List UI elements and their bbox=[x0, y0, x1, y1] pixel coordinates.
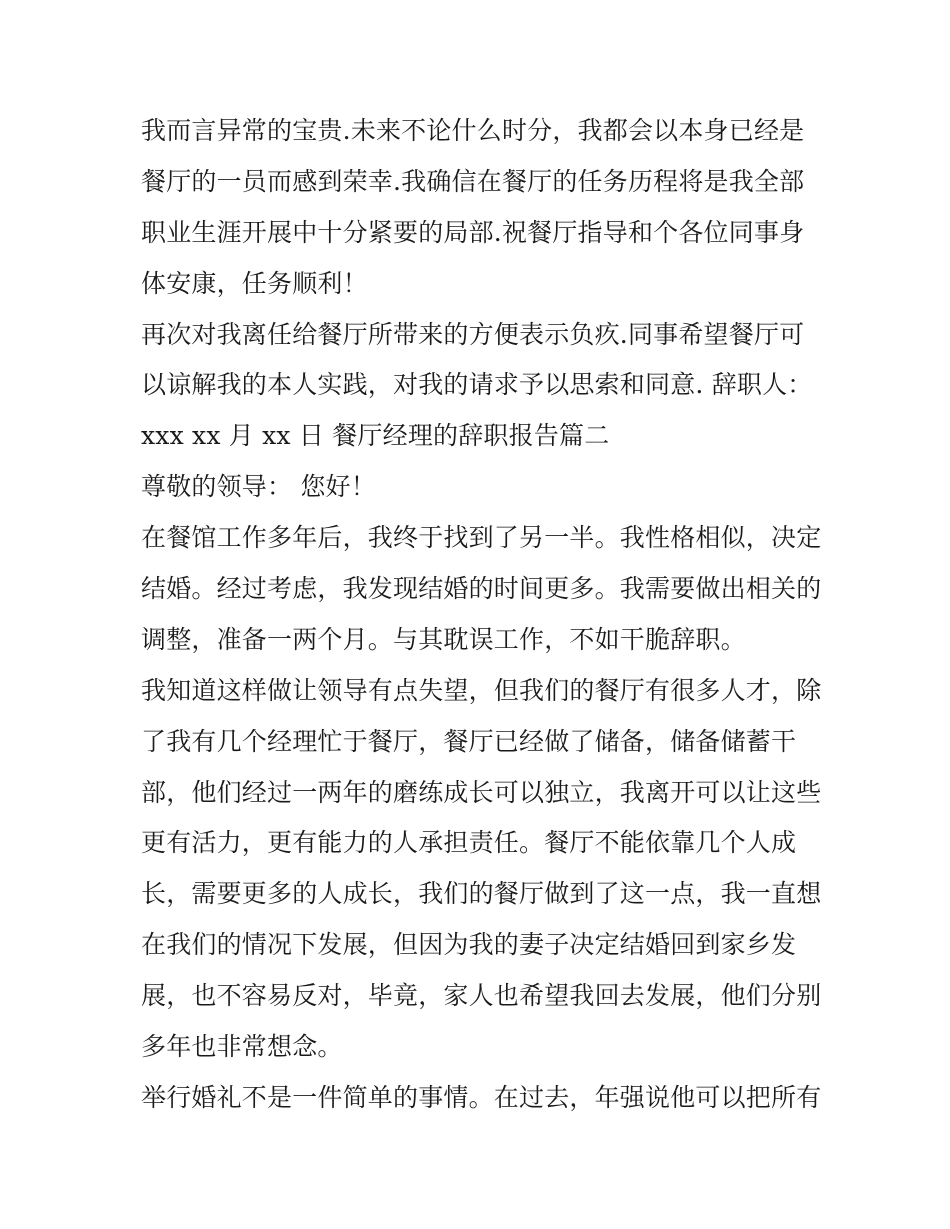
salutation-line: 尊敬的领导： 您好！ bbox=[141, 472, 376, 502]
text-line: 职业生涯开展中十分紧要的局部.祝餐厅指导和个各位同事身 bbox=[141, 217, 805, 247]
date-and-heading-line: xxx xx 月 xx 日 餐厅经理的辞职报告篇二 bbox=[141, 421, 610, 451]
text-line: 以谅解我的本人实践，对我的请求予以思索和同意. 辞职人： bbox=[141, 370, 813, 400]
text-line: 体安康，任务顺利！ bbox=[141, 268, 368, 298]
text-line: 餐厅的一员而感到荣幸.我确信在餐厅的任务历程将是我全部 bbox=[141, 166, 805, 196]
text-line: 我知道这样做让领导有点失望，但我们的餐厅有很多人才，除 bbox=[141, 675, 821, 705]
text-line: 调整，准备一两个月。与其耽误工作，不如干脆辞职。 bbox=[141, 624, 746, 654]
document-body bbox=[141, 106, 821, 1124]
text-line: 在餐馆工作多年后，我终于找到了另一半。我性格相似，决定 bbox=[141, 523, 821, 553]
text-line: 长，需要更多的人成长，我们的餐厅做到了这一点，我一直想 bbox=[141, 879, 821, 909]
text-line: 了我有几个经理忙于餐厅，餐厅已经做了储备，储备储蓄干 bbox=[141, 726, 797, 756]
text-line: 多年也非常想念。 bbox=[141, 1032, 343, 1062]
text-line: 举行婚礼不是一件简单的事情。在过去，年强说他可以把所有 bbox=[141, 1082, 821, 1112]
text-line: 部，他们经过一两年的磨练成长可以独立，我离开可以让这些 bbox=[141, 777, 821, 807]
text-line: 结婚。经过考虑，我发现结婚的时间更多。我需要做出相关的 bbox=[141, 574, 821, 604]
text-line: 在我们的情况下发展，但因为我的妻子决定结婚回到家乡发 bbox=[141, 930, 797, 960]
text-line: 再次对我离任给餐厅所带来的方便表示负疚.同事希望餐厅可 bbox=[141, 319, 805, 349]
text-line: 更有活力，更有能力的人承担责任。餐厅不能依靠几个人成 bbox=[141, 828, 797, 858]
text-line: 我而言异常的宝贵.未来不论什么时分，我都会以本身已经是 bbox=[141, 116, 805, 145]
text-line: 展，也不容易反对，毕竟，家人也希望我回去发展，他们分别 bbox=[141, 981, 821, 1011]
